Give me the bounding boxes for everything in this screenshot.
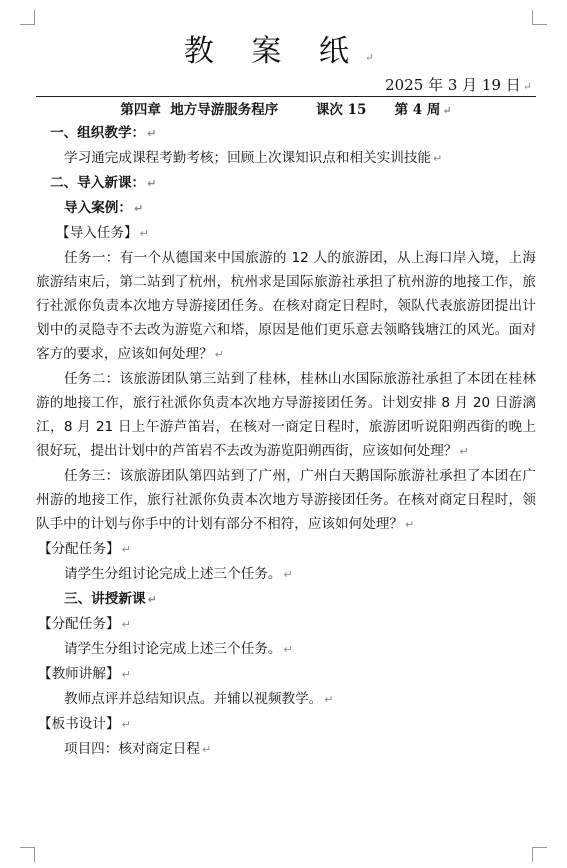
paragraph-mark: ↵ — [405, 518, 415, 531]
section-heading-organize: 一、组织教学： ↵ — [50, 125, 157, 141]
task-three-paragraph: 任务三：该旅游团队第四站到了广州，广州白天鹅国际旅游社承担了本团在广州游的地接工作，旅行社派你负责本次地方导游接团任务。在核对商定日程时，领队手中的计划与你手中的计划有部分不相符，应该如何处理？ ↵ — [36, 468, 536, 532]
paragraph-mark: ↵ — [121, 718, 131, 731]
paragraph-mark: ↵ — [147, 593, 157, 606]
paragraph-mark: ↵ — [324, 693, 334, 706]
paragraph-mark: ↵ — [201, 743, 212, 756]
paragraph-mark: ↵ — [442, 104, 452, 117]
section-heading-intro: 二、导入新课： ↵ — [50, 175, 157, 191]
paragraph-mark: ↵ — [147, 127, 157, 140]
organize-text: 学习通完成课程考勤考核；回顾上次课知识点和相关实训技能 ↵ — [64, 150, 443, 166]
assign-task-label: 【分配任务】 ↵ — [38, 541, 131, 557]
teacher-explain-label: 【教师讲解】 ↵ — [38, 666, 131, 682]
paragraph-mark: ↵ — [364, 51, 389, 64]
paragraph-mark: ↵ — [139, 227, 149, 240]
assign-task-text: 请学生分组讨论完成上述三个任务。 ↵ — [64, 566, 293, 582]
paragraph-mark: ↵ — [121, 543, 131, 556]
task-one-paragraph: 任务一：有一个从德国来中国旅游的 12 人的旅游团，从上海口岸入境，上海旅游结束后，第二站到了杭州，杭州求是国际旅游社承担了杭州游的地接工作，旅行社派你负责本次地方导游接团任务。在核对商定日程时，领队代表旅游团提出计划中的灵隐寺不去改为游览六和塔，原因是他们更乐意去领略钱塘江的风光。面对客方的要求，应该如何处理？ ↵ — [36, 250, 536, 362]
paragraph-mark: ↵ — [214, 348, 224, 361]
page-corner-top-left — [20, 10, 35, 25]
case-heading: 导入案例： ↵ — [64, 200, 144, 216]
section-heading-new-lesson: 三、讲授新课 ↵ — [64, 591, 157, 607]
assign-task-label: 【分配任务】 ↵ — [38, 616, 131, 632]
paragraph-mark: ↵ — [433, 152, 443, 165]
chapter-line: 第四章 地方导游服务程序 课次 15 第 4 周 ↵ — [120, 102, 452, 118]
paragraph-mark: ↵ — [147, 177, 157, 190]
board-design-text: 项目四：核对商定日程 ↵ — [64, 741, 212, 757]
paragraph-mark: ↵ — [133, 202, 144, 215]
page-corner-bottom-right — [532, 847, 547, 862]
document-title: 教 案 纸 ↵ — [183, 34, 389, 69]
paragraph-mark: ↵ — [283, 643, 293, 656]
paragraph-mark: ↵ — [121, 618, 131, 631]
page-corner-top-right — [532, 10, 547, 25]
paragraph-mark: ↵ — [283, 568, 293, 581]
paragraph-mark: ↵ — [459, 445, 469, 458]
assign-task-text: 请学生分组讨论完成上述三个任务。 ↵ — [64, 641, 293, 657]
document-date: 2025 年 3 月 19 日 ↵ — [36, 74, 536, 97]
intro-task-label: 【导入任务】 ↵ — [56, 225, 149, 241]
board-design-label: 【板书设计】 ↵ — [38, 716, 131, 732]
paragraph-mark: ↵ — [522, 80, 532, 93]
page-corner-bottom-left — [20, 847, 35, 862]
paragraph-mark: ↵ — [121, 668, 131, 681]
task-two-paragraph: 任务二：该旅游团队第三站到了桂林，桂林山水国际旅游社承担了本团在桂林游的地接工作，旅行社派你负责本次地方导游接团任务。计划安排 8 月 20 日游漓江，8 月 21 日上午游芦笛岩，在核对一商定日程时，旅游团听说阳朔西街的晚上很好玩，提出计划中的芦笛岩不去改为游览阳朔西街，应该如何处理？ ↵ — [36, 371, 536, 459]
document-page[interactable] — [36, 30, 536, 762]
teacher-explain-text: 教师点评并总结知识点。并辅以视频教学。 ↵ — [64, 691, 334, 707]
